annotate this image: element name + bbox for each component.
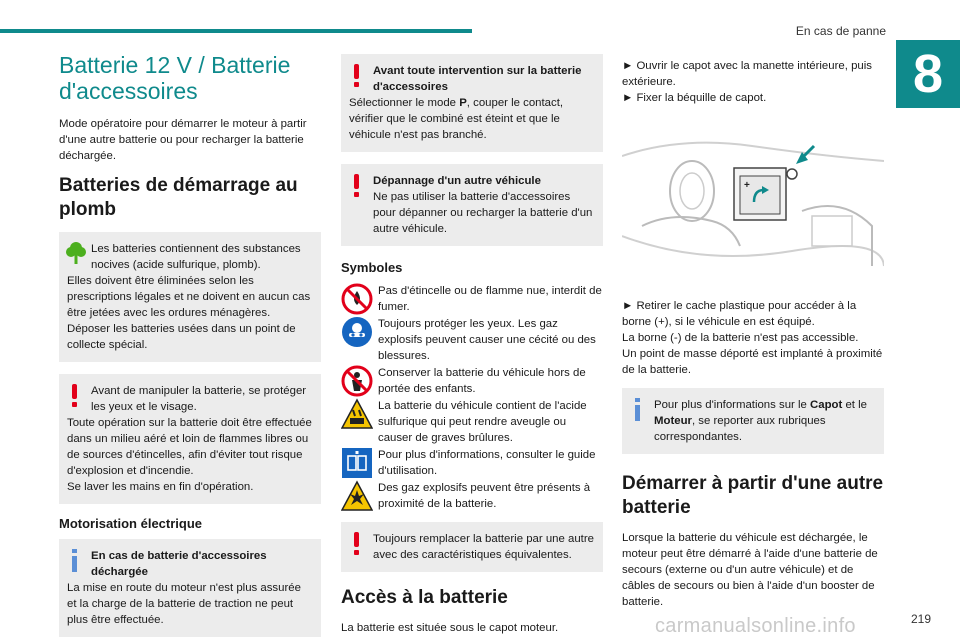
warning-last: Se laver les mains en fin d'opération. [67, 481, 254, 493]
warning-box-replace [341, 522, 603, 572]
chapter-badge: 8 [896, 40, 960, 108]
eco-note-box [59, 232, 321, 362]
symbol-row [341, 447, 603, 479]
symbol-row [341, 365, 603, 397]
warning-icon [347, 172, 367, 198]
symbols-heading: Symboles [341, 260, 403, 275]
info-box-accessory-battery [59, 539, 321, 637]
read-manual-icon [341, 447, 373, 479]
column-3 [622, 58, 884, 620]
warning-text: Ne pas utiliser la batterie d'accessoires pour dépanner ou recharger la batterie d'un autre véhicule. [373, 191, 593, 235]
symbol-text: Pour plus d'informations, consulter le guide d'utilisation. [378, 449, 596, 477]
step-open-hood: ► Ouvrir le capot avec la manette intérieure, puis extérieure. [622, 60, 872, 88]
note-negative-terminal: La borne (-) de la batterie n'est pas accessible. [622, 332, 859, 344]
header-bar [0, 29, 472, 33]
warning-icon [65, 382, 85, 408]
note-ground-point: Un point de masse déporté est implanté à proximité de la batterie. [622, 348, 883, 376]
warning-text: Toute opération sur la batterie doit être effectuée dans un milieu aéré et loin de flammes libres ou de sources d'étincelles, afin d'éviter tout risque d'explosion et d'incendie. [67, 417, 312, 477]
section-title: En cas de panne [795, 24, 886, 38]
symbol-text: Des gaz explosifs peuvent être présents à proximité de la batterie. [378, 482, 591, 510]
page-title: Batterie 12 V / Batterie d'accessoires [59, 52, 291, 104]
warning-lead: Avant de manipuler la batterie, se protéger les yeux et le visage. [91, 385, 307, 413]
heading-access: Accès à la batterie [341, 587, 508, 608]
eye-protection-icon [341, 316, 373, 348]
warning-box-intervention [341, 54, 603, 152]
symbol-text: Conserver la batterie du véhicule hors de portée des enfants. [378, 367, 586, 395]
jump-start-text: Lorsque la batterie du véhicule est déchargée, le moteur peut être démarré à l'aide d'une batterie de secours (externe ou d'un autre véhicule) et de câbles de secours ou bien à l'aide d'un booster de batterie. [622, 532, 878, 608]
intro-text: Mode opératoire pour démarrer le moteur à partir d'une autre batterie ou pour recharger la batterie déchargée. [59, 118, 307, 162]
info-text: La mise en route du moteur n'est plus assurée et la charge de la batterie de traction ne peut plus être effectuée. [67, 582, 301, 626]
symbol-row [341, 316, 603, 364]
symbol-text: La batterie du véhicule contient de l'acide sulfurique qui peut rendre aveugle ou causer de graves brûlures. [378, 400, 587, 444]
heading-jump-start: Démarrer à partir d'une autre batterie [622, 473, 884, 518]
step-hood-stay: ► Fixer la béquille de capot. [622, 92, 767, 104]
warning-title: Dépannage d'un autre véhicule [373, 175, 541, 187]
symbol-row [341, 398, 603, 446]
watermark: carmanualsonline.info [655, 615, 856, 637]
warning-title: Avant toute intervention sur la batterie d'accessoires [373, 65, 582, 93]
warning-text: Sélectionner le mode P, couper le contact, vérifier que le combiné est éteint et que le véhicule n'est pas branché. [349, 97, 564, 141]
warning-icon [347, 62, 367, 88]
page-number: 219 [910, 612, 931, 626]
column-1 [59, 52, 321, 640]
eco-lead: Les batteries contiennent des substances nocives (acide sulfurique, plomb). [91, 243, 301, 271]
subheading-electric: Motorisation électrique [59, 516, 203, 531]
info-icon [65, 547, 85, 573]
info-box-hood-engine [622, 388, 884, 454]
warning-icon [347, 530, 367, 556]
step-remove-cover: ► Retirer le cache plastique pour accéder à la borne (+), si le véhicule en est équipé. [622, 300, 857, 328]
column-2 [341, 54, 603, 640]
eco-text: Elles doivent être éliminées selon les prescriptions légales et ne doivent en aucun cas être jetées avec les ordures ménagères. Déposer les batteries usées dans un point de collecte spécial. [67, 275, 311, 351]
warning-text: Toujours remplacer la batterie par une autre avec des caractéristiques équivalentes. [373, 533, 594, 561]
access-text: La batterie est située sous le capot moteur. [341, 622, 559, 634]
symbol-row [341, 283, 603, 315]
info-title: En cas de batterie d'accessoires déchargée [91, 550, 267, 578]
svg-text:+: + [744, 180, 750, 191]
symbol-text: Toujours protéger les yeux. Les gaz explosifs peuvent causer une cécité ou des blessures. [378, 318, 596, 362]
info-text: Pour plus d'informations sur le Capot et le Moteur, se reporter aux rubriques correspondantes. [654, 399, 868, 443]
heading-lead-batteries: Batteries de démarrage au plomb [59, 175, 298, 220]
explosive-gas-icon [341, 480, 373, 512]
info-icon [628, 396, 648, 422]
no-flame-icon [341, 283, 373, 315]
acid-warning-icon [341, 398, 373, 430]
symbol-text: Pas d'étincelle ou de flamme nue, interdit de fumer. [378, 285, 602, 313]
symbol-row [341, 480, 603, 512]
engine-bay-illustration [622, 116, 884, 286]
warning-box-protection [59, 374, 321, 504]
keep-away-children-icon [341, 365, 373, 397]
warning-box-other-vehicle [341, 164, 603, 246]
tree-icon [65, 240, 85, 266]
